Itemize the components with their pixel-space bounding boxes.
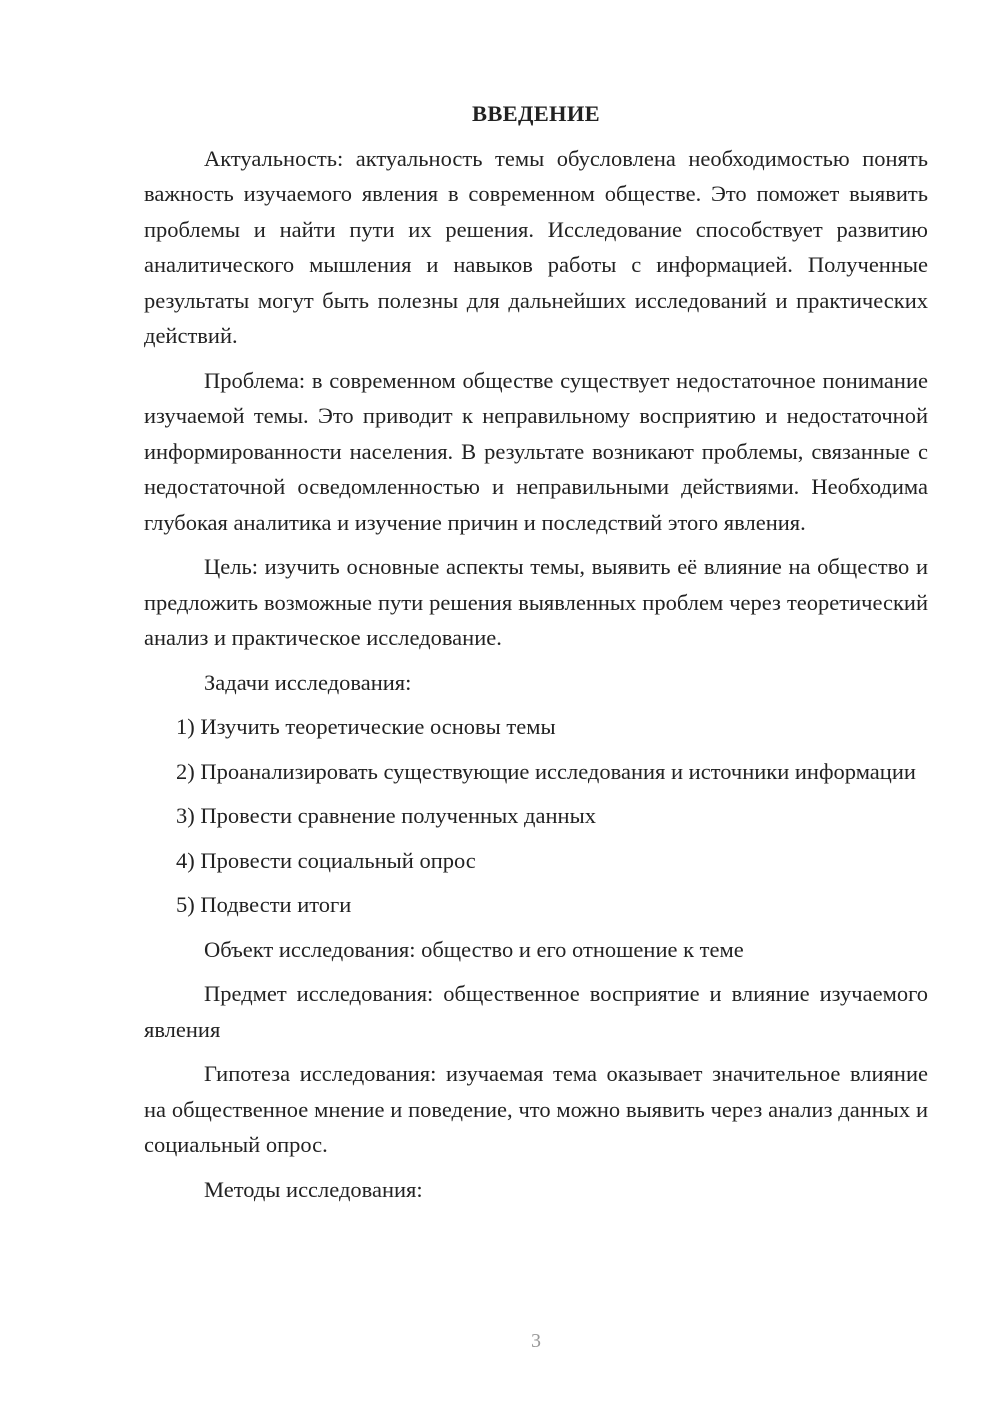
- list-item: 4) Провести социальный опрос: [176, 847, 476, 873]
- list-item: 3) Провести сравнение полученных данных: [176, 803, 596, 828]
- paragraph-tasks-heading: Задачи исследования:: [204, 669, 412, 695]
- list-item: 5) Подвести итоги: [176, 892, 352, 917]
- page-title: ВВЕДЕНИЕ: [472, 101, 600, 126]
- paragraph-relevance: Актуальность: актуальность темы обусловлена необходимостью понять важность изучаемого явления в современном обществе. Это поможет выявить проблемы и найти пути их решения. Исследование способствует развитию аналитического мышления и навыков работы с информацией. Полученные результаты могут быть полезны для дальнейших исследований и практических действий.: [144, 145, 928, 348]
- paragraph-hypothesis: Гипотеза исследования: изучаемая тема оказывает значительное влияние на общественное мнение и поведение, что можно выявить через анализ данных и социальный опрос.: [144, 1061, 928, 1157]
- paragraph-methods: Методы исследования:: [204, 1176, 423, 1202]
- paragraph-object: Объект исследования: общество и его отношение к теме: [204, 936, 744, 962]
- paragraph-goal: Цель: изучить основные аспекты темы, выявить её влияние на общество и предложить возможные пути решения выявленных проблем через теоретический анализ и практическое исследование.: [144, 554, 928, 650]
- paragraph-problem: Проблема: в современном обществе существует недостаточное понимание изучаемой темы. Это приводит к неправильному восприятию и недостаточной информированности населения. В результате возникают проблемы, связанные с недостаточной осведомленностью и неправильными действиями. Необходима глубокая аналитика и изучение причин и последствий этого явления.: [144, 367, 928, 535]
- list-item: 2) Проанализировать существующие исследования и источники информации: [176, 758, 916, 784]
- page-number: 3: [531, 1330, 541, 1352]
- paragraph-subject: Предмет исследования: общественное восприятие и влияние изучаемого явления: [144, 981, 928, 1042]
- page-content: [144, 96, 928, 1216]
- list-item: 1) Изучить теоретические основы темы: [176, 714, 556, 739]
